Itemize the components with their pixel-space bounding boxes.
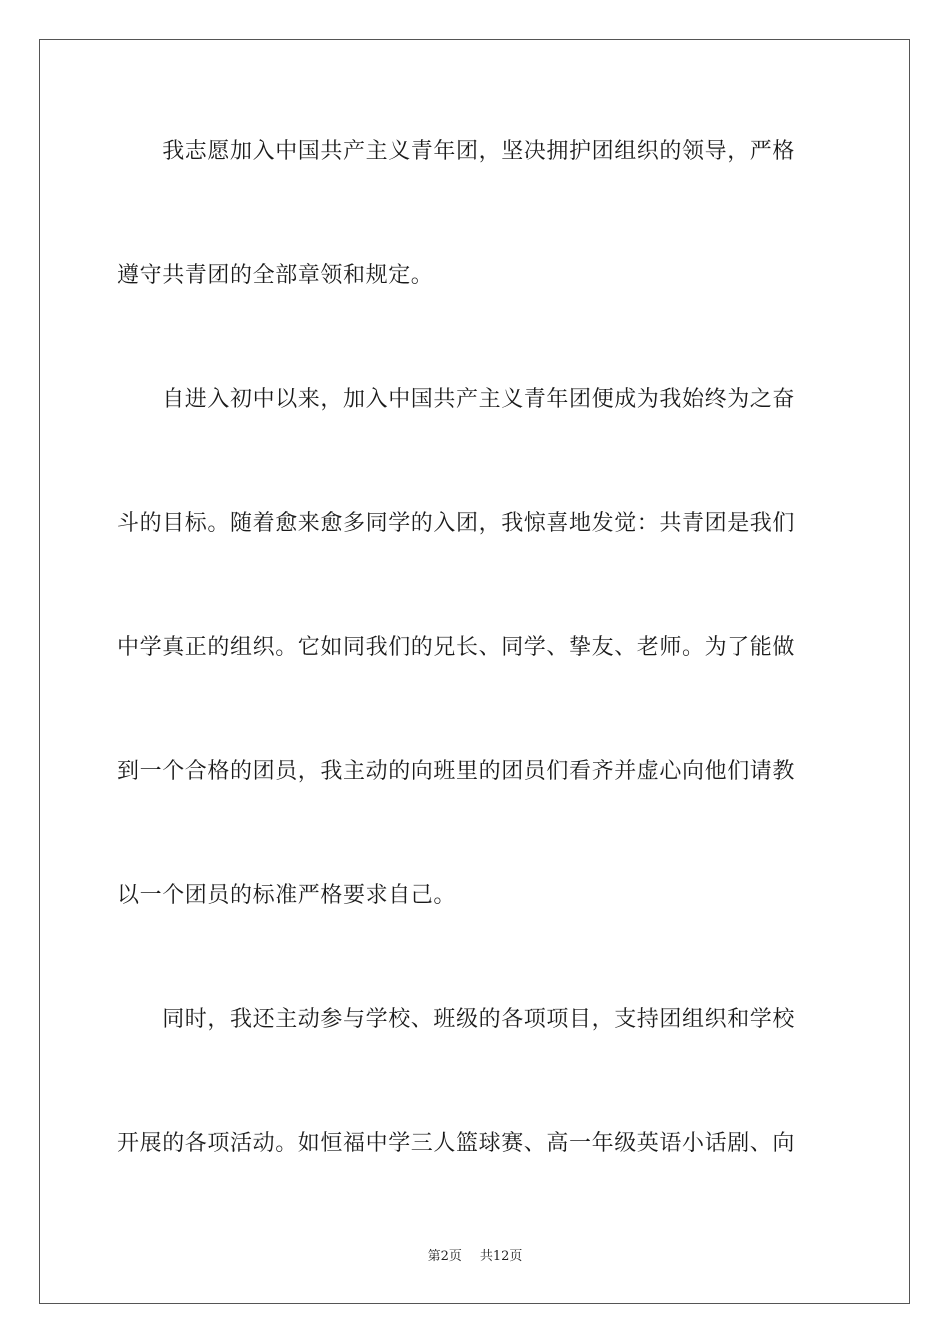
body-line-7: 以一个团员的标准严格要求自己。 xyxy=(117,883,457,908)
body-line-4: 斗的目标。随着愈来愈多同学的入团，我惊喜地发觉：共青团是我们 xyxy=(117,511,796,536)
body-line-9: 开展的各项活动。如恒福中学三人篮球赛、高一年级英语小话剧、向 xyxy=(117,1131,796,1156)
body-line-2: 遵守共青团的全部章领和规定。 xyxy=(117,263,434,288)
page-footer xyxy=(0,1248,950,1266)
page-total: 共12页 xyxy=(479,1249,523,1264)
body-line-3: 自进入初中以来，加入中国共产主义青年团便成为我始终为之奋 xyxy=(117,387,796,412)
body-line-5: 中学真正的组织。它如同我们的兄长、同学、挚友、老师。为了能做 xyxy=(117,635,796,660)
page-border xyxy=(39,39,910,1304)
body-line-1: 我志愿加入中国共产主义青年团，坚决拥护团组织的领导，严格 xyxy=(117,139,796,164)
body-line-6: 到一个合格的团员，我主动的向班里的团员们看齐并虚心向他们请教 xyxy=(117,759,796,784)
body-line-8: 同时，我还主动参与学校、班级的各项项目，支持团组织和学校 xyxy=(117,1007,796,1032)
page-number: 第2页 xyxy=(427,1249,462,1264)
